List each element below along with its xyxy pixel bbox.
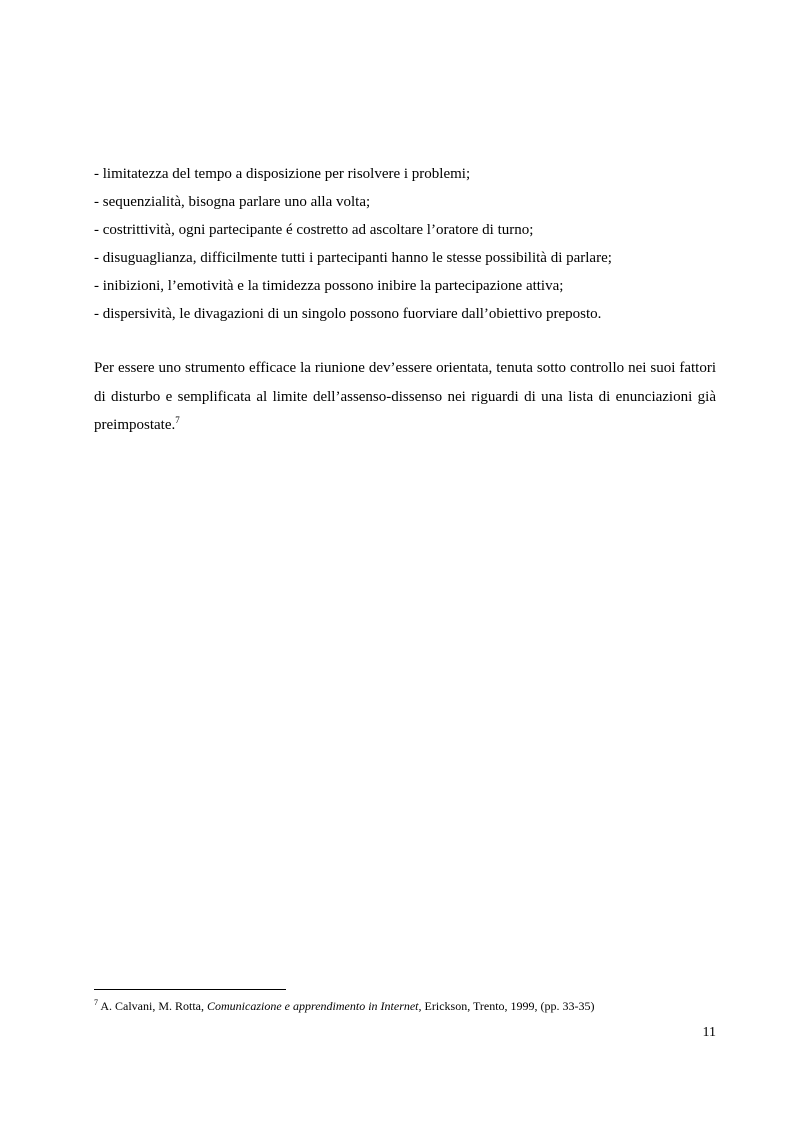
footnote-publication: Erickson, Trento, 1999, (pp. 33-35) — [421, 999, 595, 1013]
list-item: - inibizioni, l’emotività e la timidezza possono inibire la partecipazione attiva; — [94, 278, 564, 294]
list-item: - limitatezza del tempo a disposizione per risolvere i problemi; — [94, 166, 471, 182]
body-paragraph — [94, 354, 716, 440]
footnote-authors: A. Calvani, M. Rotta, — [98, 999, 207, 1013]
list-item: - sequenzialità, bisogna parlare uno alla volta; — [94, 194, 371, 210]
footnote — [94, 998, 724, 1014]
list-item: - costrittività, ogni partecipante é costretto ad ascoltare l’oratore di turno; — [94, 222, 534, 238]
page-number: 11 — [702, 1025, 716, 1040]
list-item: - dispersività, le divagazioni di un singolo possono fuorviare dall’obiettivo preposto. — [94, 306, 602, 322]
footnote-title: Comunicazione e apprendimento in Internet, — [207, 999, 422, 1013]
bullet-list — [94, 160, 724, 328]
footnote-reference: 7 — [175, 415, 180, 425]
paragraph-text: Per essere uno strumento efficace la riunione dev’essere orientata, tenuta sotto controllo nei suoi fattori di disturbo e semplificata al limite dell’assenso-dissenso nei riguardi di una lista di enunciazioni già preimpostate. — [94, 360, 716, 433]
footnote-marker: 7 — [94, 998, 98, 1007]
footnote-divider — [94, 989, 286, 990]
list-item: - disuguaglianza, difficilmente tutti i partecipanti hanno le stesse possibilità di parlare; — [94, 250, 612, 266]
